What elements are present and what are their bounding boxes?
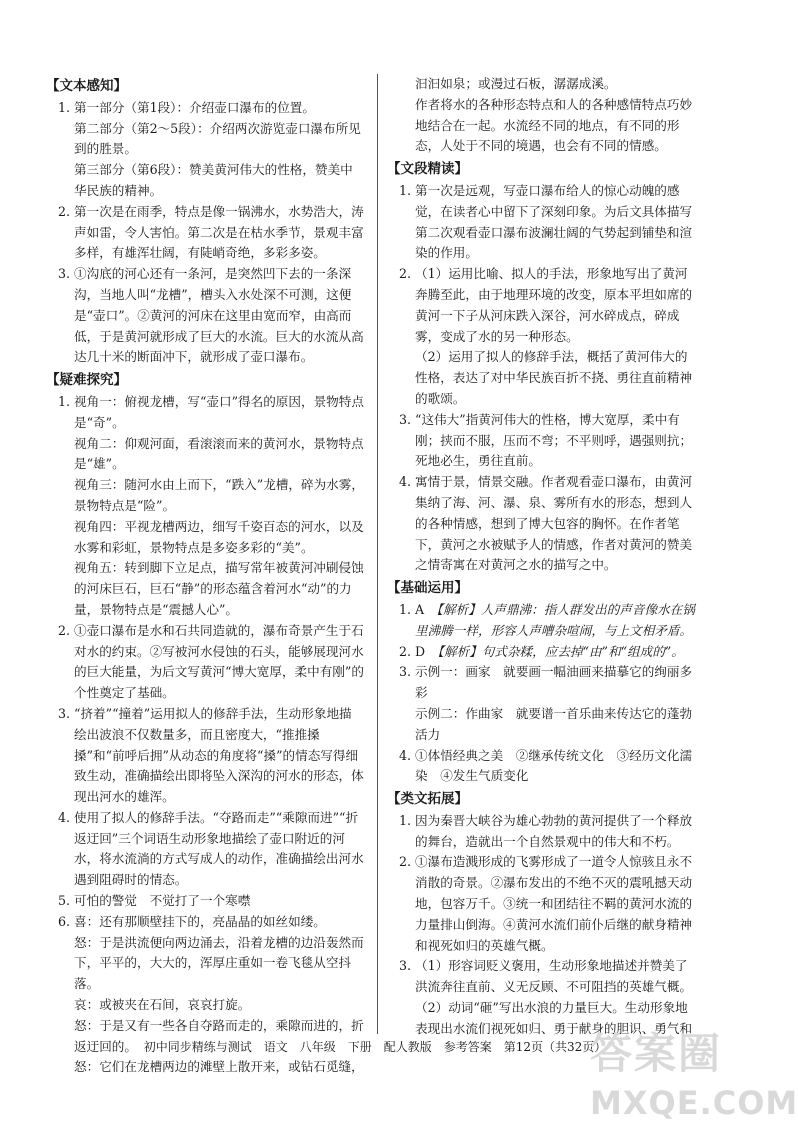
item-number: 5. (58, 893, 71, 909)
item-number: 2. (58, 203, 71, 219)
answer-item (52, 202, 364, 264)
watermark-logo (590, 1029, 798, 1125)
answer-item (393, 746, 698, 788)
answer-item (393, 642, 698, 663)
answer-with-note (415, 642, 698, 663)
answer-line: 第三部分（第6段）：赞美黄河伟大的性格，赞美中华民族的精神。 (74, 162, 353, 198)
answer-choice: A (415, 601, 425, 617)
answer-item (52, 392, 364, 621)
answer-item (393, 264, 698, 410)
answer-line: （2）动词“砸”写出水浪的力量巨大。生动形象地表现出水流们视死如归、勇于献身的胆识、勇气和 (415, 1000, 693, 1036)
section-title-text-perception: 【文本感知】 (46, 78, 127, 94)
item-number: 3. (58, 705, 71, 721)
item-number: 2. (399, 643, 412, 659)
item-number: 1. (399, 182, 412, 198)
item-number: 6. (58, 913, 71, 929)
answer-line: （2）运用了拟人的修辞手法，概括了黄河伟大的性格，表达了对中华民族百折不挠、勇往直前精神的歌颂。 (415, 349, 693, 406)
answer-line: 第一部分（第1段）：介绍壶口瀑布的位置。 (74, 99, 315, 115)
continued-line: 汩汩如泉；或漫过石板，潺潺成溪。 (415, 76, 617, 91)
answer-text: ①沟底的河心还有一条河，是突然凹下去的一条深沟，当地人叫“龙槽”，槽头入水处深不可测，这便是“壶口”。②黄河的河床在这里由宽而窄，由高而低，于是黄河就形成了巨大的水流。巨大的水流从高达几十米的断面冲下，就形成了壶口瀑布。 (74, 266, 364, 365)
answer-line: 示例一：画家 就要画一幅油画来描摹它的绚丽多彩 (415, 664, 693, 701)
item-number: 1. (399, 601, 412, 617)
item-number: 2. (399, 854, 412, 870)
item-number: 1. (58, 99, 71, 115)
answer-line: 怒：于是又有一些各自夺路而走的，乘隙而进的，折返迂回的。 (74, 1017, 364, 1054)
answer-choice: D (415, 643, 426, 659)
analysis-note: 【解析】句式杂糅，应去掉“由”和“组成的”。 (437, 643, 684, 659)
answer-line: 视角一：俯视龙槽，写“壶口”得名的原因，景物特点是“奇”。 (74, 393, 364, 430)
item-number: 4. (58, 809, 71, 825)
answer-item (52, 891, 364, 912)
answer-text: 寓情于景，情景交融。作者观看壶口瀑布，由黄河集纳了海、河、瀑、泉、雾所有水的形态，想到人的各种情感，想到了博大包容的胸怀。在作者笔下，黄河之水被赋予人的情感，作者对黄河的赞美之情寄寓在对黄河之水的描写之中。 (415, 474, 693, 573)
answer-line: 怒：它们在龙槽两边的滩壁上散开来，或钻石觅缝， (74, 1059, 364, 1075)
answer-line: （1）形容词贬义褒用，生动形象地描述并赞美了洪流奔往直前、义无反顾、不可阻挡的英雄气概。 (415, 958, 693, 995)
answer-line: 视角四：平视龙槽两边，细写千姿百态的河水，以及水雾和彩虹，景物特点是多姿多彩的“美”。 (74, 518, 364, 555)
answer-item (52, 808, 364, 891)
item-number: 1. (399, 812, 412, 828)
watermark-text: 答案圈 (590, 1029, 723, 1078)
section-title-difficult-inquiry: 【疑难探究】 (46, 372, 127, 389)
answer-text: ①体悟经典之美 ②继承传统文化 ③经历文化濡染 ④发生气质变化 (415, 747, 693, 784)
item-number: 2. (399, 266, 412, 282)
answer-item (393, 181, 698, 264)
answer-item (393, 811, 698, 853)
answer-text: 使用了拟人的修辞手法。“夺路而走”“乘隙而进”“折返迂回”三个词语生动形象地描绘了壶口附近的河水，将水流淌的方式写成人的动作，准确描绘出河水遇到阻碍时的情态。 (74, 809, 364, 888)
item-number: 3. (399, 664, 412, 680)
answer-item (393, 410, 698, 472)
continued-paragraph: 作者将水的各种形态特点和人的各种感情特点巧妙地结合在一起。水流经不同的地点，有不同的形态，人处于不同的境遇，也会有不同的情感。 (415, 96, 693, 154)
page-footer: 初中同步精练与测试 语文 八年级 下册 配人教版 参考答案 第12页（共32页） (143, 1040, 607, 1054)
answer-item (52, 264, 364, 368)
answer-line: 哀：或被夹在石间，哀哀打旋。 (74, 997, 251, 1013)
answer-text: ①瀑布造溅形成的飞雾形成了一道令人惊骇且永不消散的奇景。②瀑布发出的不绝不灭的震吼撼天动地，包容万千。③统一和团结往不羁的黄河水流的力量排山倒海。④黄河水流们前仆后继的献身精神和视死如归的英雄气概。 (415, 854, 693, 953)
answer-item (393, 600, 698, 642)
item-number: 4. (399, 747, 412, 763)
item-number: 3. (399, 958, 412, 974)
answer-item (393, 662, 698, 745)
answer-item (52, 704, 364, 808)
answer-line: 视角三：随河水由上而下，“跌入”龙槽，碎为水雾，景物特点是“险”。 (74, 477, 364, 513)
answer-text: 第一次是远观，写壶口瀑布给人的惊心动魄的感觉，在读者心中留下了深刻印象。为后文具体描写第二次观看壶口瀑布波澜壮阔的气势起到铺垫和渲染的作用。 (415, 182, 693, 261)
answer-text: 可怕的警觉 不觉打了一个寒噤 (74, 893, 251, 909)
analysis-note: 【解析】人声鼎沸：指人群发出的声音像水在锅里沸腾一样，形容人声嘈杂喧闹，与上文相矛盾。 (415, 601, 695, 638)
section-title-basic-application: 【基础运用】 (387, 580, 468, 597)
answer-text: 第一次是在雨季，特点是像一锅沸水，水势浩大，涛声如雷，令人害怕。第二次是在枯水季节，景观丰富多样，有雄浑壮阔，有陡峭奇绝，多彩多姿。 (74, 203, 364, 261)
answer-text: “这伟大”指黄河伟大的性格，博大宽厚，柔中有刚；挟而不服，压而不弯；不平则呼，遇强则抗；死地必生，勇往直前。 (415, 411, 693, 469)
answer-line: 视角五：转到脚下立足点，描写常年被黄河冲刷侵蚀的河床巨石，巨石“静”的形态蕴含着河水“动”的力量，景物特点是“震撼人心”。 (74, 560, 364, 617)
item-number: 1. (58, 393, 71, 409)
answer-item (52, 621, 364, 704)
item-number: 3. (399, 411, 412, 427)
answer-text: “挤着”“撞着”运用拟人的修辞手法，生动形象地描绘出波浪不仅数量多，而且密度大，“推推搡搡”和“前呼后拥”从动态的角度将“搡”的情态写得细致生动，准确描绘出即将坠入深沟的河水的形态，体现出河水的雄浑。 (74, 705, 364, 805)
answer-line: 喜：还有那顺壁挂下的，亮晶晶的如丝如缕。 (74, 913, 326, 929)
answer-item (393, 472, 698, 576)
right-column (387, 74, 698, 1040)
answer-text: ①壶口瀑布是水和石共同造就的，瀑布奇景产生于石对水的约束。②写被河水侵蚀的石头，能够展现河水的巨大能量，为后文写黄河“博大宽厚，柔中有刚”的个性奠定了基础。 (74, 622, 364, 701)
answer-with-note (415, 600, 698, 642)
answer-line: 第二部分（第2～5段）：介绍两次游览壶口瀑布所见到的胜景。 (74, 120, 361, 157)
answer-line: 示例二：作曲家 就要谱一首乐曲来传达它的蓬勃活力 (415, 705, 693, 742)
section-title-passage-reading: 【文段精读】 (387, 161, 468, 178)
item-number: 3. (58, 266, 71, 282)
answer-item (52, 98, 364, 202)
answer-line: 怒：于是洪流便向两边涌去，沿着龙槽的边沿轰然而下，平平的，大大的，浑厚庄重如一卷飞毯从空抖落。 (74, 934, 364, 992)
answer-line: 视角二：仰观河面，看滚滚而来的黄河水，景物特点是“雄”。 (74, 435, 364, 472)
answer-text: 因为秦晋大峡谷为雄心勃勃的黄河提供了一个释放的舞台，造就出一个自然景观中的伟大和不朽。 (415, 812, 693, 849)
column-divider (377, 74, 378, 1034)
answer-item (393, 852, 698, 956)
answer-item (393, 956, 698, 1039)
section-title-extended-reading: 【类文拓展】 (387, 791, 468, 808)
item-number: 2. (58, 622, 71, 638)
left-column (46, 74, 364, 1078)
watermark-domain: MXQE.COM (590, 1084, 798, 1122)
item-number: 4. (399, 474, 412, 490)
answer-line: （1）运用比喻、拟人的手法，形象地写出了黄河奔腾至此，由于地理环境的改变，原本平坦如席的黄河一下子从河床跌入深谷，河水碎成点，碎成雾，变成了水的另一种形态。 (415, 266, 693, 344)
